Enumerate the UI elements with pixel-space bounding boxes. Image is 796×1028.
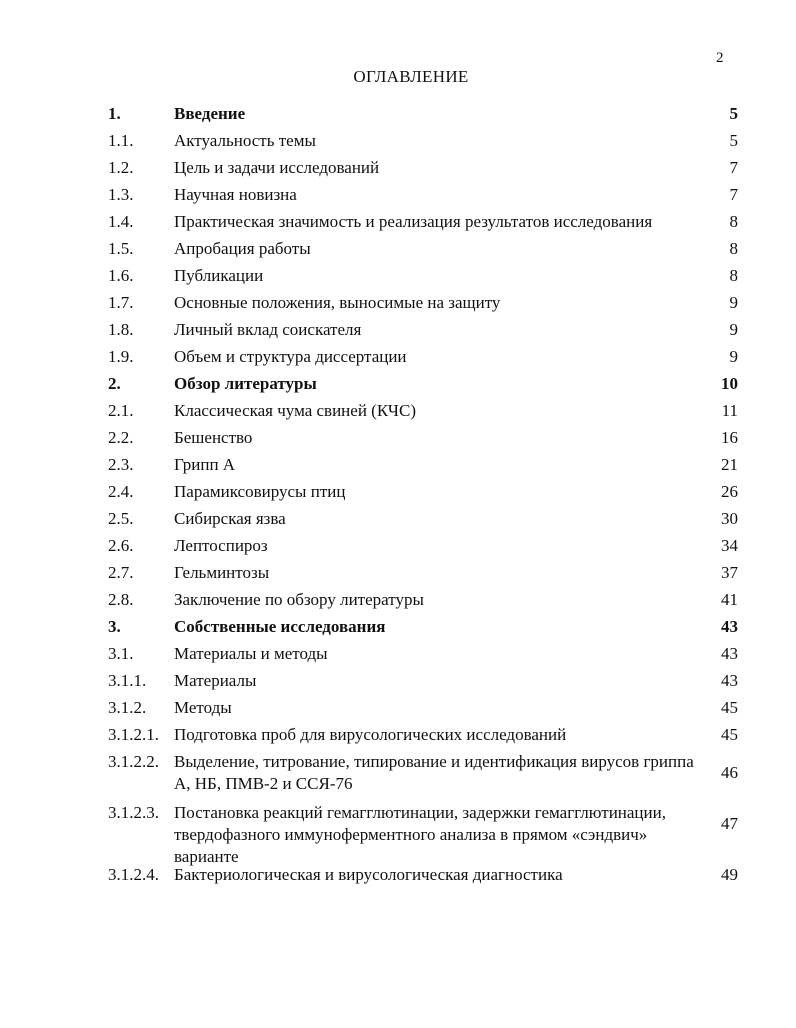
- toc-entry-title: Практическая значимость и реализация результатов исследования: [174, 212, 653, 231]
- toc-entry-page: 8: [729, 212, 738, 231]
- toc-entry-page: 21: [721, 455, 738, 474]
- toc-entry[interactable]: [108, 211, 738, 233]
- toc-entry-number: 3.1.2.3.: [108, 803, 159, 822]
- page-number: 2: [716, 50, 724, 66]
- toc-entry-page: 45: [721, 698, 738, 717]
- toc-entry-number: 2.3.: [108, 455, 134, 474]
- toc-entry-number: 2.5.: [108, 509, 134, 528]
- toc-entry-number: 2.2.: [108, 428, 134, 447]
- toc-entry-title: Введение: [174, 104, 246, 123]
- toc-entry[interactable]: [108, 400, 738, 422]
- toc-entry[interactable]: [108, 562, 738, 584]
- toc-entry[interactable]: [108, 508, 738, 530]
- toc-entry-title: Научная новизна: [174, 185, 297, 204]
- toc-entry-title: Материалы и методы: [174, 644, 328, 663]
- toc-entry-title: Основные положения, выносимые на защиту: [174, 293, 501, 312]
- toc-entry-title: Выделение, титрование, типирование и идентификация вирусов гриппа А, НБ, ПМВ-2 и ССЯ-76: [174, 752, 694, 793]
- toc-entry-page: 37: [721, 563, 738, 582]
- toc-entry-page: 47: [721, 814, 738, 833]
- toc-entry-number: 1.7.: [108, 293, 134, 312]
- toc-entry[interactable]: [108, 802, 738, 868]
- toc-entry-number: 1.1.: [108, 131, 134, 150]
- toc-entry[interactable]: [108, 373, 738, 395]
- toc-entry-number: 3.1.1.: [108, 671, 147, 690]
- toc-entry-title: Подготовка проб для вирусологических исследований: [174, 725, 567, 744]
- toc-entry-number: 1.3.: [108, 185, 134, 204]
- toc-entry-number: 1.2.: [108, 158, 134, 177]
- toc-entry-page: 9: [729, 293, 738, 312]
- toc-entry-page: 7: [729, 158, 738, 177]
- toc-entry-number: 2.: [108, 374, 121, 393]
- toc-entry-title: Методы: [174, 698, 232, 717]
- toc-entry[interactable]: [108, 319, 738, 341]
- toc-entry-page: 7: [729, 185, 738, 204]
- toc-entry-number: 1.6.: [108, 266, 134, 285]
- toc-entry-number: 3.1.2.: [108, 698, 147, 717]
- toc-entry-title: Сибирская язва: [174, 509, 286, 528]
- toc-entry[interactable]: [108, 535, 738, 557]
- toc-entry[interactable]: [108, 697, 738, 719]
- toc-entry-number: 2.4.: [108, 482, 134, 501]
- toc-entry-number: 1.5.: [108, 239, 134, 258]
- toc-entry-number: 2.7.: [108, 563, 134, 582]
- toc-entry-number: 2.8.: [108, 590, 134, 609]
- toc-entry-page: 5: [729, 104, 738, 123]
- toc-entry-title: Постановка реакций гемагглютинации, задержки гемагглютинации, твердофазного иммуноферментного анализа в прямом «сэндвич» варианте: [174, 803, 666, 866]
- toc-entry-title: Грипп А: [174, 455, 236, 474]
- toc-entry-title: Актуальность темы: [174, 131, 316, 150]
- toc-entry[interactable]: [108, 292, 738, 314]
- toc-entry-number: 2.1.: [108, 401, 134, 420]
- toc-entry[interactable]: [108, 643, 738, 665]
- toc-entry[interactable]: [108, 427, 738, 449]
- toc-entry-number: 1.9.: [108, 347, 134, 366]
- toc-entry[interactable]: [108, 670, 738, 692]
- toc-entry-title: Публикации: [174, 266, 264, 285]
- toc-entry-number: 1.8.: [108, 320, 134, 339]
- toc-entry-page: 16: [721, 428, 738, 447]
- toc-entry-title: Парамиксовирусы птиц: [174, 482, 346, 501]
- toc-entry-page: 41: [721, 590, 738, 609]
- toc-entry[interactable]: [108, 184, 738, 206]
- toc-entry-page: 46: [721, 763, 738, 782]
- toc-entry-page: 43: [721, 671, 738, 690]
- toc-entry-page: 30: [721, 509, 738, 528]
- toc-entry-number: 3.1.2.2.: [108, 752, 159, 771]
- toc-entry-page: 43: [721, 644, 738, 663]
- toc-entry[interactable]: [108, 130, 738, 152]
- toc-entry-title: Обзор литературы: [174, 374, 317, 393]
- toc-entry-title: Заключение по обзору литературы: [174, 590, 424, 609]
- toc-entry[interactable]: [108, 157, 738, 179]
- toc-entry-number: 2.6.: [108, 536, 134, 555]
- toc-entry-page: 26: [721, 482, 738, 501]
- toc-entry-page: 11: [721, 401, 738, 420]
- toc-entry[interactable]: [108, 265, 738, 287]
- toc-entry-page: 10: [721, 374, 738, 393]
- toc-entry-page: 49: [721, 865, 738, 884]
- page-title: ОГЛАВЛЕНИЕ: [353, 67, 469, 86]
- toc-entry-page: 9: [729, 347, 738, 366]
- toc-entry-title: Материалы: [174, 671, 257, 690]
- toc-entry[interactable]: [108, 103, 738, 125]
- toc-entry-title: Бактериологическая и вирусологическая диагностика: [174, 865, 563, 884]
- toc-entry-page: 45: [721, 725, 738, 744]
- toc-entry-title: Апробация работы: [174, 239, 311, 258]
- toc-entry-title: Цель и задачи исследований: [174, 158, 380, 177]
- toc-entry[interactable]: [108, 454, 738, 476]
- toc-entry-page: 9: [729, 320, 738, 339]
- toc-entry[interactable]: [108, 616, 738, 638]
- toc-entry-title: Лептоспироз: [174, 536, 268, 555]
- toc-entry-title: Бешенство: [174, 428, 253, 447]
- toc-entry-title: Гельминтозы: [174, 563, 270, 582]
- toc-entry-title: Классическая чума свиней (КЧС): [174, 401, 416, 420]
- toc-entry-number: 3.: [108, 617, 121, 636]
- toc-entry-page: 5: [729, 131, 738, 150]
- toc-entry[interactable]: [108, 346, 738, 368]
- toc-entry-title: Собственные исследования: [174, 617, 386, 636]
- toc-entry-title: Личный вклад соискателя: [174, 320, 362, 339]
- toc-entry-title: Объем и структура диссертации: [174, 347, 407, 366]
- toc-entry[interactable]: [108, 864, 738, 886]
- toc-entry-page: 8: [729, 239, 738, 258]
- toc-entry[interactable]: [108, 751, 738, 795]
- toc-entry-number: 1.4.: [108, 212, 134, 231]
- toc-entry-page: 43: [721, 617, 738, 636]
- toc-entry-page: 34: [721, 536, 738, 555]
- toc-entry-number: 3.1.2.4.: [108, 865, 159, 884]
- toc-entry-number: 1.: [108, 104, 121, 123]
- toc-entry[interactable]: [108, 589, 738, 611]
- toc-entry[interactable]: [108, 238, 738, 260]
- toc-entry-number: 3.1.2.1.: [108, 725, 159, 744]
- toc-entry[interactable]: [108, 481, 738, 503]
- toc-entry-number: 3.1.: [108, 644, 134, 663]
- toc-entry-page: 8: [729, 266, 738, 285]
- toc-entry[interactable]: [108, 724, 738, 746]
